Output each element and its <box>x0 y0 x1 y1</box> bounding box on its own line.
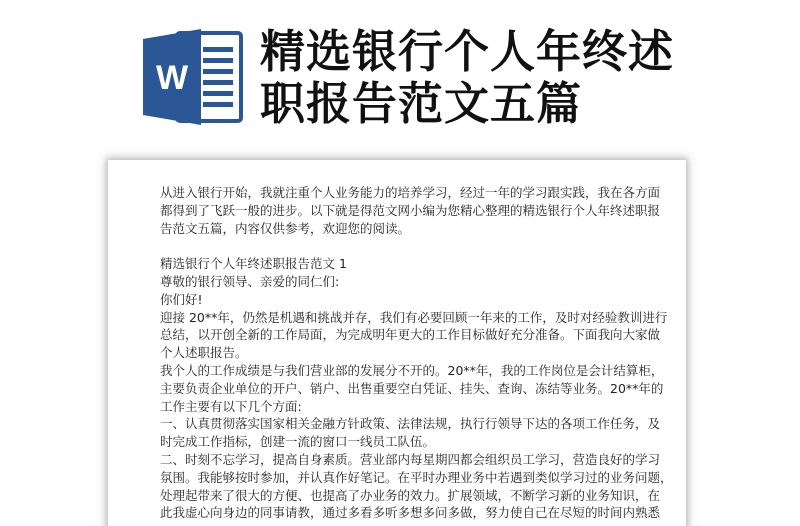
header-banner <box>0 0 800 160</box>
body-line: 工作主要有以下几个方面: <box>160 398 302 414</box>
section-heading: 精选银行个人年终述职报告范文 1 <box>160 256 347 272</box>
document-body <box>160 184 673 522</box>
greeting: 你们好! <box>160 291 203 307</box>
body-line: 总结，以开创全新的工作局面，为完成明年更大的工作目标做好充分准备。下面我向大家做 <box>160 327 661 343</box>
body-line: 我个人的工作成绩是与我们营业部的发展分不开的。20**年，我的工作岗位是会计结算柜， <box>160 362 664 378</box>
body-line: 处理起带来了很大的方便、也提高了办业务的效力。扩展领域，不断学习新的业务知识，在 <box>160 487 661 503</box>
word-icon-letter: W <box>155 59 189 97</box>
body-line: 二、时刻不忘学习，提高自身素质。营业部内每星期四都会组织员工学习，营造良好的学习 <box>160 451 661 467</box>
intro-line: 从进入银行开始，我就注重个人业务能力的培养学习，经过一年的学习跟实践，我在各方面 <box>160 185 661 200</box>
body-line: 主要负责企业单位的开户、销户、出售重要空白凭证、挂失、查询、冻结等业务。20**年的 <box>160 380 664 396</box>
body-line: 时完成工作指标，创建一流的窗口一线员工队伍。 <box>160 434 436 450</box>
page-title <box>260 26 780 130</box>
paragraph-gap <box>160 237 640 255</box>
title-line-2: 职报告范文五篇 <box>260 77 583 130</box>
body-line: 个人述职报告。 <box>160 345 248 361</box>
body-line: 氛围。我能够按时参加，并认真作好笔记。在平时办理业务中若遇到类似学习过的业务问题， <box>160 469 673 485</box>
intro-line: 都得到了飞跃一般的进步。以下就是得范文网小编为您精心整理的精选银行个人年终述职报 <box>160 202 661 218</box>
body-line: 此我虚心向身边的同事请教，通过多看多听多想多问多做，努力使自己在尽短的时间内熟悉 <box>160 505 661 521</box>
body-line: 一、认真贯彻落实国家相关金融方针政策、法律法规，执行行领导下达的各项工作任务，及 <box>160 416 661 432</box>
word-document-icon <box>141 27 245 127</box>
title-line-1: 精选银行个人年终述 <box>260 25 675 78</box>
body-line: 迎接 20**年，仍然是机遇和挑战并存，我们有必要回顾一年来的工作，及时对经验教训进行 <box>160 309 668 325</box>
salutation: 尊敬的银行领导、亲爱的同仁们: <box>160 273 340 289</box>
intro-line: 告范文五篇，内容仅供参考，欢迎您的阅读。 <box>160 220 411 236</box>
